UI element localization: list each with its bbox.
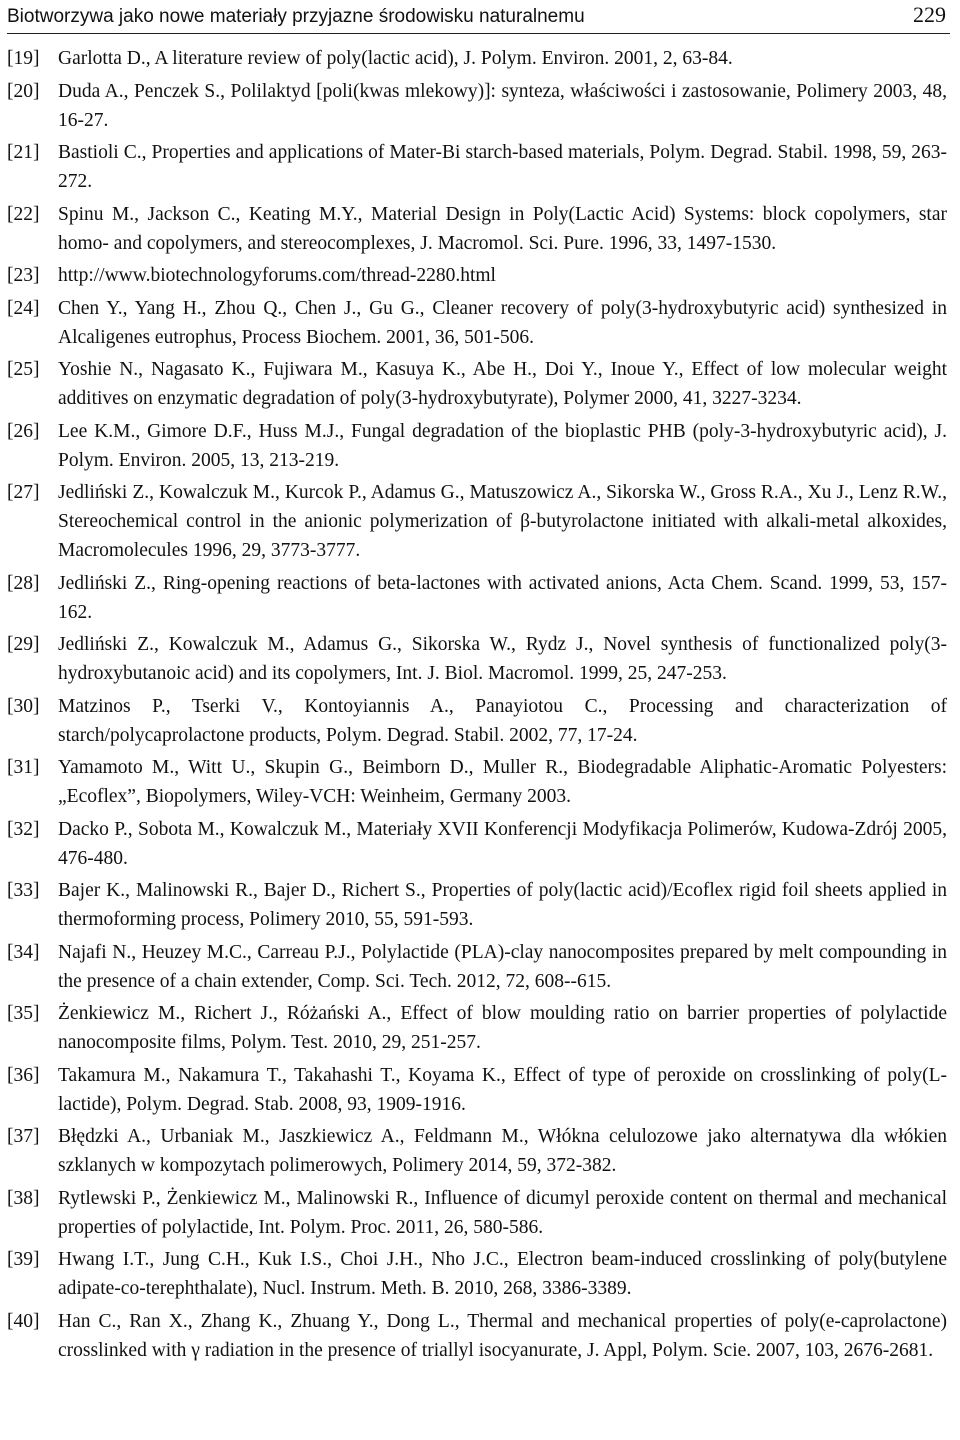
- reference-item: [7, 1184, 950, 1242]
- reference-text: Chen Y., Yang H., Zhou Q., Chen J., Gu G., Cleaner recovery of poly(3-hydroxybutyric acid) synthesized in Alcaligenes eutrophus, Process Biochem. 2001, 36, 501-506.: [58, 297, 947, 348]
- reference-number: [27]: [7, 482, 40, 503]
- reference-item: [7, 44, 950, 73]
- reference-number: [25]: [7, 359, 40, 380]
- reference-number: [20]: [7, 80, 40, 102]
- reference-text: Garlotta D., A literature review of poly(lactic acid), J. Polym. Environ. 2001, 2, 63-84.: [58, 48, 733, 69]
- reference-item: [7, 294, 950, 352]
- reference-text: Takamura M., Nakamura T., Takahashi T., Koyama K., Effect of type of peroxide on crosslinking of poly(L-lactide), Polym. Degrad. Stab. 2008, 93, 1909-1916.: [58, 1064, 947, 1115]
- reference-item: [7, 815, 950, 873]
- header-title: Biotworzywa jako nowe materiały przyjazne środowisku naturalnemu: [7, 6, 585, 27]
- reference-number: [37]: [7, 1126, 40, 1147]
- running-header: [7, 0, 950, 34]
- reference-number: [31]: [7, 757, 40, 778]
- reference-text: Bastioli C., Properties and applications of Mater-Bi starch-based materials, Polym. Degrad. Stabil. 1998, 59, 263-272.: [58, 142, 947, 192]
- reference-number: [29]: [7, 634, 40, 655]
- reference-text: Yamamoto M., Witt U., Skupin G., Beimborn D., Muller R., Biodegradable Aliphatic-Aromatic Polyesters: „Ecoflex”, Biopolymers, Wiley-VCH: Weinheim, Germany 2003.: [58, 757, 947, 807]
- reference-item: [7, 261, 950, 290]
- reference-item: [7, 569, 950, 627]
- reference-number: [19]: [7, 48, 40, 69]
- reference-item: [7, 1245, 950, 1303]
- reference-text: http://www.biotechnologyforums.com/thread-2280.html: [58, 265, 496, 286]
- reference-number: [36]: [7, 1064, 40, 1086]
- reference-number: [40]: [7, 1310, 40, 1332]
- reference-item: [7, 417, 950, 475]
- reference-number: [24]: [7, 297, 40, 319]
- reference-item: [7, 355, 950, 413]
- reference-item: [7, 692, 950, 750]
- page-number: 229: [913, 2, 946, 27]
- reference-item: [7, 999, 950, 1057]
- reference-text: Lee K.M., Gimore D.F., Huss M.J., Fungal degradation of the bioplastic PHB (poly-3-hydroxybutyric acid), J. Polym. Environ. 2005, 13, 213-219.: [58, 420, 947, 471]
- reference-number: [22]: [7, 203, 40, 225]
- reference-number: [34]: [7, 941, 40, 963]
- reference-item: [7, 1122, 950, 1180]
- reference-item: [7, 478, 950, 565]
- reference-text: Jedliński Z., Ring-opening reactions of beta-lactones with activated anions, Acta Chem. Scand. 1999, 53, 157-162.: [58, 572, 947, 623]
- reference-number: [30]: [7, 695, 40, 717]
- reference-number: [33]: [7, 880, 40, 901]
- reference-number: [38]: [7, 1187, 40, 1209]
- reference-text: Han C., Ran X., Zhang K., Zhuang Y., Dong L., Thermal and mechanical properties of poly(e-caprolactone) crosslinked with γ radiation in the presence of triallyl isocyanurate, J. Appl, Polym. Scie. 2007, 103, 2676-2681.: [58, 1310, 947, 1361]
- reference-list: [7, 44, 950, 1365]
- reference-number: [23]: [7, 265, 40, 286]
- reference-text: Najafi N., Heuzey M.C., Carreau P.J., Polylactide (PLA)-clay nanocomposites prepared by melt compounding in the presence of a chain extender, Comp. Sci. Tech. 2012, 72, 608--615.: [58, 941, 947, 992]
- reference-text: Dacko P., Sobota M., Kowalczuk M., Materiały XVII Konferencji Modyfikacja Polimerów, Kudowa-Zdrój 2005, 476-480.: [58, 818, 947, 869]
- reference-text: Hwang I.T., Jung C.H., Kuk I.S., Choi J.H., Nho J.C., Electron beam-induced crosslinking of poly(butylene adipate-co-terephthalate), Nucl. Instrum. Meth. B. 2010, 268, 3386-3389.: [58, 1249, 947, 1299]
- reference-text: Yoshie N., Nagasato K., Fujiwara M., Kasuya K., Abe H., Doi Y., Inoue Y., Effect of low molecular weight additives on enzymatic degradation of poly(3-hydroxybutyrate), Polymer 2000, 41, 3227-3234.: [58, 359, 947, 409]
- reference-item: [7, 876, 950, 934]
- reference-item: [7, 1061, 950, 1119]
- reference-number: [26]: [7, 420, 40, 442]
- reference-text: Rytlewski P., Żenkiewicz M., Malinowski R., Influence of dicumyl peroxide content on thermal and mechanical properties of polylactide, Int. Polym. Proc. 2011, 26, 580-586.: [58, 1187, 947, 1238]
- reference-number: [39]: [7, 1249, 40, 1270]
- reference-number: [28]: [7, 572, 40, 594]
- reference-item: [7, 753, 950, 811]
- reference-number: [21]: [7, 142, 40, 163]
- reference-text: Duda A., Penczek S., Polilaktyd [poli(kwas mlekowy)]: synteza, właściwości i zastosowanie, Polimery 2003, 48, 16-27.: [58, 80, 947, 131]
- reference-item: [7, 1307, 950, 1365]
- reference-item: [7, 200, 950, 258]
- reference-text: Żenkiewicz M., Richert J., Różański A., Effect of blow moulding ratio on barrier properties of polylactide nanocomposite films, Polym. Test. 2010, 29, 251-257.: [58, 1003, 947, 1053]
- reference-text: Błędzki A., Urbaniak M., Jaszkiewicz A., Feldmann M., Włókna celulozowe jako alternatywa dla włókien szklanych w kompozytach polimerowych, Polimery 2014, 59, 372-382.: [58, 1126, 947, 1176]
- reference-item: [7, 630, 950, 688]
- reference-item: [7, 138, 950, 196]
- reference-text: Jedliński Z., Kowalczuk M., Adamus G., Sikorska W., Rydz J., Novel synthesis of functionalized poly(3-hydroxybutanoic acid) and its copolymers, Int. J. Biol. Macromol. 1999, 25, 247-253.: [58, 634, 947, 684]
- reference-number: [35]: [7, 1003, 40, 1024]
- reference-text: Bajer K., Malinowski R., Bajer D., Richert S., Properties of poly(lactic acid)/Ecoflex rigid foil sheets applied in thermoforming process, Polimery 2010, 55, 591-593.: [58, 880, 947, 930]
- reference-text: Spinu M., Jackson C., Keating M.Y., Material Design in Poly(Lactic Acid) Systems: block copolymers, star homo- and copolymers, and stereocomplexes, J. Macromol. Sci. Pure. 1996, 33, 1497-1530.: [58, 203, 947, 254]
- reference-text: Matzinos P., Tserki V., Kontoyiannis A., Panayiotou C., Processing and characterization of starch/polycaprolactone products, Polym. Degrad. Stabil. 2002, 77, 17-24.: [58, 695, 947, 746]
- reference-item: [7, 77, 950, 135]
- reference-text: Jedliński Z., Kowalczuk M., Kurcok P., Adamus G., Matuszowicz A., Sikorska W., Gross R.A., Xu J., Lenz R.W., Stereochemical control in the anionic polymerization of β-butyrolactone initiated with alkali-metal alkoxides, Macromolecules 1996, 29, 3773-3777.: [58, 482, 947, 561]
- reference-number: [32]: [7, 818, 40, 840]
- reference-item: [7, 938, 950, 996]
